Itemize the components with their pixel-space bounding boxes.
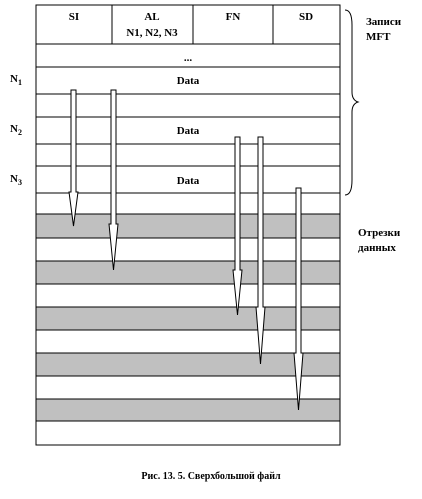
data-segments-label-line2: данных — [358, 242, 396, 254]
figure-caption: Рис. 13. 5. Сверхбольшой файл — [141, 471, 281, 482]
data-segment-row — [36, 307, 340, 330]
mft-label-line1: Записи — [366, 16, 402, 28]
mft-label-line2: MFT — [366, 31, 391, 43]
header-al: AL — [144, 11, 160, 23]
node-label-n1: $N_1$ — [10, 73, 22, 87]
data-segments-label-line1: Отрезки — [358, 227, 401, 239]
header-al-nodes: N1, N2, N3 — [126, 27, 178, 39]
data-segment-row — [36, 330, 340, 353]
mft-row-n2-data: Data — [176, 125, 200, 137]
data-segment-row — [36, 421, 340, 445]
mft-row-n1-data: Data — [176, 75, 200, 87]
data-segment-row — [36, 214, 340, 238]
data-segment-row — [36, 238, 340, 261]
header-sd: SD — [298, 11, 314, 23]
data-segment-row — [36, 376, 340, 399]
node-label-n2: $N_2$ — [10, 123, 22, 137]
mft-row — [36, 193, 340, 214]
data-segment-row — [36, 261, 340, 284]
ellipsis-text: ... — [183, 52, 193, 64]
header-row — [36, 5, 340, 44]
mft-row-n3-data: Data — [176, 175, 200, 187]
data-segment-row — [36, 399, 340, 421]
mft-row — [36, 94, 340, 117]
data-segment-row — [36, 284, 340, 307]
header-fn: FN — [225, 11, 241, 23]
mft-brace — [345, 10, 358, 195]
node-label-n3: $N_3$ — [10, 173, 22, 187]
arrow-n1-si — [69, 90, 78, 226]
mft-row — [36, 144, 340, 166]
header-si: SI — [68, 11, 80, 23]
